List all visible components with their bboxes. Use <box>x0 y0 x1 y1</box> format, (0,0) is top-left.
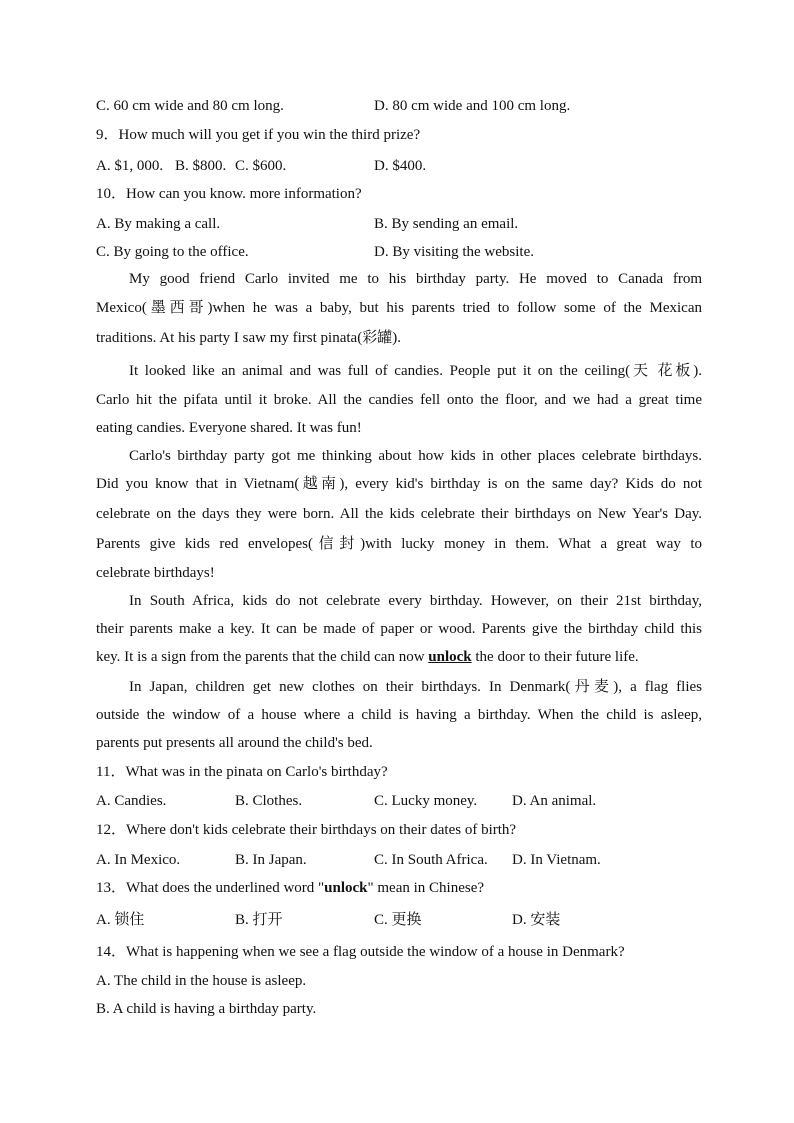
q14-option-b: B. A child is having a birthday party. <box>96 1001 317 1017</box>
q11-option-d: D. An animal. <box>512 793 597 809</box>
q13-option-c: C. 更换 <box>374 912 422 928</box>
q11-option-b: B. Clothes. <box>235 793 303 809</box>
q12-option-d: D. In Vietnam. <box>512 852 601 868</box>
passage-p1-line-1: My good friend Carlo invited me to his birthday party. He moved to Canada from <box>129 271 702 287</box>
q13-option-d: D. 安装 <box>512 912 561 928</box>
q13-option-a: A. 锁住 <box>96 912 145 928</box>
q10-option-b: B. By sending an email. <box>374 216 519 232</box>
q14-option-a: A. The child in the house is asleep. <box>96 973 307 989</box>
passage-p4-text-after: the door to their future life. <box>475 649 639 665</box>
passage-p5-line-3: parents put presents all around the child's bed. <box>96 735 373 751</box>
q13-stem <box>96 878 702 898</box>
passage-p2-line-1: It looked like an animal and was full of candies. People put it on the ceiling(天 花板). <box>129 363 702 379</box>
q9-stem: 9．How much will you get if you win the third prize? <box>96 127 421 143</box>
q13-keyword: unlock <box>324 880 368 896</box>
q8-option-c: C. 60 cm wide and 80 cm long. <box>96 98 284 114</box>
q11-stem: 11．What was in the pinata on Carlo's birthday? <box>96 764 388 780</box>
passage-p3-line-3: celebrate on the days they were born. All the kids celebrate their birthdays on New Year's Day. <box>96 506 702 522</box>
passage-p2-line-3: eating candies. Everyone shared. It was fun! <box>96 420 362 436</box>
passage-p1-line-3: traditions. At his party I saw my first pinata(彩罐). <box>96 330 401 346</box>
passage-p3-line-1: Carlo's birthday party got me thinking about how kids in other places celebrate birthdays. <box>129 448 702 464</box>
passage-p4-text-before: key. It is a sign from the parents that the child can now <box>96 649 425 665</box>
q9-option-a: A. $1, 000. <box>96 158 164 174</box>
passage-p1-line-2: Mexico(墨西哥)when he was a baby, but his parents tried to follow some of the Mexican <box>96 300 702 316</box>
q9-option-c: C. $600. <box>235 158 287 174</box>
passage-p3-line-4: Parents give kids red envelopes(信封)with lucky money in them. What a great way to <box>96 536 702 552</box>
passage-p3-line-2: Did you know that in Vietnam(越南), every kid's birthday is on the same day? Kids do not <box>96 476 702 492</box>
passage-p5-line-2: outside the window of a house where a child is having a birthday. When the child is asleep, <box>96 707 702 723</box>
q10-option-c: C. By going to the office. <box>96 244 249 260</box>
q8-option-d: D. 80 cm wide and 100 cm long. <box>374 98 571 114</box>
passage-p4-line-2: their parents make a key. It can be made of paper or wood. Parents give the birthday child this <box>96 621 702 637</box>
q9-option-b: B. $800. <box>175 158 227 174</box>
q12-option-a: A. In Mexico. <box>96 852 181 868</box>
q13-option-b: B. 打开 <box>235 912 283 928</box>
q11-option-a: A. Candies. <box>96 793 167 809</box>
passage-p3-line-5: celebrate birthdays! <box>96 565 215 581</box>
q12-option-b: B. In Japan. <box>235 852 307 868</box>
passage-p5-line-1: In Japan, children get new clothes on their birthdays. In Denmark(丹麦), a flag flies <box>129 679 702 695</box>
q10-stem: 10．How can you know. more information? <box>96 186 362 202</box>
passage-p4-line-1: In South Africa, kids do not celebrate every birthday. However, on their 21st birthday, <box>129 593 702 609</box>
q14-stem: 14．What is happening when we see a flag outside the window of a house in Denmark? <box>96 944 625 960</box>
unlock-underlined-word: unlock <box>428 649 472 665</box>
passage-p4-line-3 <box>96 647 702 667</box>
q12-stem: 12．Where don't kids celebrate their birthdays on their dates of birth? <box>96 822 517 838</box>
q13-stem-after: " mean in Chinese? <box>367 880 485 896</box>
q11-option-c: C. Lucky money. <box>374 793 478 809</box>
q9-option-d: D. $400. <box>374 158 427 174</box>
q10-option-a: A. By making a call. <box>96 216 221 232</box>
q10-option-d: D. By visiting the website. <box>374 244 534 260</box>
passage-p2-line-2: Carlo hit the pifata until it broke. All the candies fell onto the floor, and we had a great time <box>96 392 702 408</box>
q13-stem-before: 13．What does the underlined word " <box>96 880 325 896</box>
q12-option-c: C. In South Africa. <box>374 852 488 868</box>
